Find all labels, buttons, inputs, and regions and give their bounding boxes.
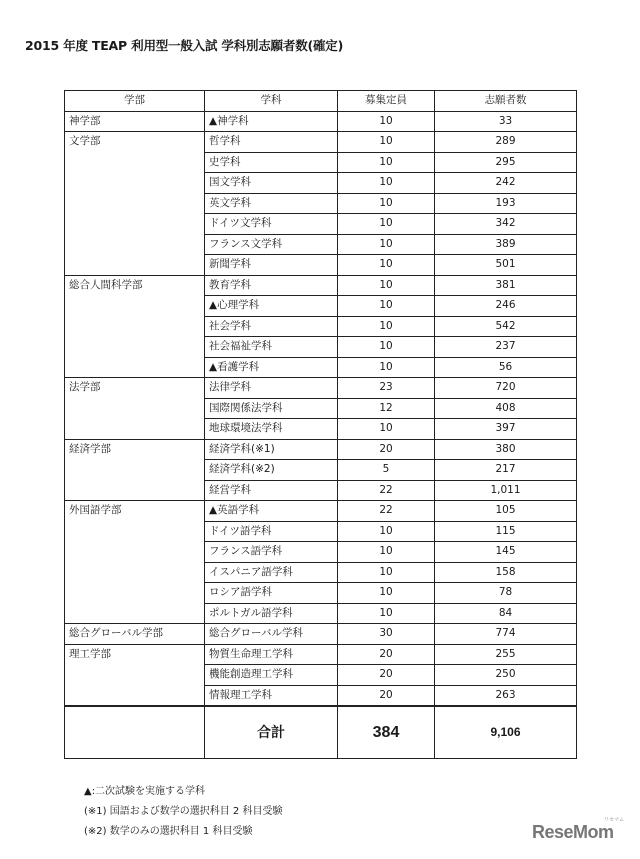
department-cell: 情報理工学科 [205,685,338,706]
faculty-cell: 外国語学部 [65,501,205,624]
applicants-cell: 720 [435,378,577,399]
department-cell: 新聞学科 [205,255,338,276]
total-capacity: 384 [338,706,435,759]
capacity-cell: 20 [338,665,435,686]
header-applicants: 志願者数 [435,91,577,112]
department-cell: フランス文学科 [205,234,338,255]
department-cell: 経済学科(※1) [205,439,338,460]
applicants-cell: 84 [435,603,577,624]
capacity-cell: 10 [338,562,435,583]
department-cell: ロシア語学科 [205,583,338,604]
applicants-cell: 56 [435,357,577,378]
table-row [65,439,577,460]
department-cell: 地球環境法学科 [205,419,338,440]
applicants-cell: 408 [435,398,577,419]
capacity-cell: 10 [338,337,435,358]
department-cell: 総合グローバル学科 [205,624,338,645]
applicants-cell: 33 [435,111,577,132]
department-cell: 物質生命理工学科 [205,644,338,665]
capacity-cell: 10 [338,132,435,153]
table-row [65,111,577,132]
department-cell: 経済学科(※2) [205,460,338,481]
header-faculty: 学部 [65,91,205,112]
department-cell: 社会学科 [205,316,338,337]
capacity-cell: 10 [338,296,435,317]
applicants-cell: 380 [435,439,577,460]
capacity-cell: 20 [338,644,435,665]
faculty-cell: 理工学部 [65,644,205,706]
applicants-cell: 242 [435,173,577,194]
logo-subtext: リセマム [604,817,624,823]
total-applicants: 9,106 [435,706,577,759]
applicants-cell: 217 [435,460,577,481]
capacity-cell: 10 [338,419,435,440]
faculty-cell: 法学部 [65,378,205,440]
department-cell: ▲看護学科 [205,357,338,378]
capacity-cell: 20 [338,685,435,706]
applicants-cell: 246 [435,296,577,317]
capacity-cell: 30 [338,624,435,645]
capacity-cell: 10 [338,316,435,337]
applicants-cell: 397 [435,419,577,440]
note-triangle: ▲:二次試験を実施する学科 [84,786,206,797]
capacity-cell: 10 [338,275,435,296]
header-row [65,91,577,112]
department-cell: ▲英語学科 [205,501,338,522]
capacity-cell: 10 [338,255,435,276]
department-cell: 社会福祉学科 [205,337,338,358]
table-body [65,111,577,759]
department-cell: ポルトガル語学科 [205,603,338,624]
capacity-cell: 12 [338,398,435,419]
total-label: 合計 [205,706,338,759]
faculty-cell: 神学部 [65,111,205,132]
department-cell: 国文学科 [205,173,338,194]
faculty-cell: 文学部 [65,132,205,276]
department-cell: ドイツ文学科 [205,214,338,235]
applicants-cell: 389 [435,234,577,255]
applicants-cell: 342 [435,214,577,235]
department-cell: ▲心理学科 [205,296,338,317]
department-cell: イスパニア語学科 [205,562,338,583]
applicants-cell: 263 [435,685,577,706]
applicants-cell: 145 [435,542,577,563]
note-1: (※1) 国語および数学の選択科目 2 科目受験 [84,806,283,817]
table-row [65,644,577,665]
capacity-cell: 10 [338,603,435,624]
header-capacity: 募集定員 [338,91,435,112]
capacity-cell: 10 [338,173,435,194]
department-cell: フランス語学科 [205,542,338,563]
department-cell: 英文学科 [205,193,338,214]
capacity-cell: 20 [338,439,435,460]
applicants-cell: 501 [435,255,577,276]
table-row [65,624,577,645]
table-row [65,378,577,399]
applicants-cell: 158 [435,562,577,583]
applicants-cell: 250 [435,665,577,686]
capacity-cell: 10 [338,542,435,563]
note-2: (※2) 数学のみの選択科目 1 科目受験 [84,826,253,837]
capacity-cell: 23 [338,378,435,399]
department-cell: 哲学科 [205,132,338,153]
applicants-cell: 1,011 [435,480,577,501]
applicants-table [64,90,577,759]
capacity-cell: 10 [338,357,435,378]
applicants-cell: 237 [435,337,577,358]
applicants-cell: 289 [435,132,577,153]
department-cell: 史学科 [205,152,338,173]
applicants-cell: 774 [435,624,577,645]
applicants-cell: 255 [435,644,577,665]
capacity-cell: 10 [338,521,435,542]
applicants-cell: 295 [435,152,577,173]
department-cell: ドイツ語学科 [205,521,338,542]
applicants-cell: 193 [435,193,577,214]
faculty-cell: 経済学部 [65,439,205,501]
applicants-cell: 78 [435,583,577,604]
capacity-cell: 5 [338,460,435,481]
table-row [65,132,577,153]
faculty-cell: 総合グローバル学部 [65,624,205,645]
table-row [65,501,577,522]
resemom-logo: ReseMom [532,822,614,842]
capacity-cell: 22 [338,501,435,522]
footnotes [84,782,282,842]
department-cell: 教育学科 [205,275,338,296]
applicants-cell: 115 [435,521,577,542]
capacity-cell: 10 [338,583,435,604]
total-empty-cell [65,706,205,759]
capacity-cell: 10 [338,214,435,235]
table-row [65,275,577,296]
capacity-cell: 22 [338,480,435,501]
capacity-cell: 10 [338,193,435,214]
capacity-cell: 10 [338,152,435,173]
page-title: 2015 年度 TEAP 利用型一般入試 学科別志願者数(確定) [25,38,344,53]
faculty-cell: 総合人間科学部 [65,275,205,378]
department-cell: ▲神学科 [205,111,338,132]
department-cell: 国際関係法学科 [205,398,338,419]
applicants-cell: 105 [435,501,577,522]
total-row [65,706,577,759]
applicants-cell: 542 [435,316,577,337]
capacity-cell: 10 [338,111,435,132]
applicants-cell: 381 [435,275,577,296]
department-cell: 法律学科 [205,378,338,399]
header-department: 学科 [205,91,338,112]
department-cell: 経営学科 [205,480,338,501]
department-cell: 機能創造理工学科 [205,665,338,686]
capacity-cell: 10 [338,234,435,255]
